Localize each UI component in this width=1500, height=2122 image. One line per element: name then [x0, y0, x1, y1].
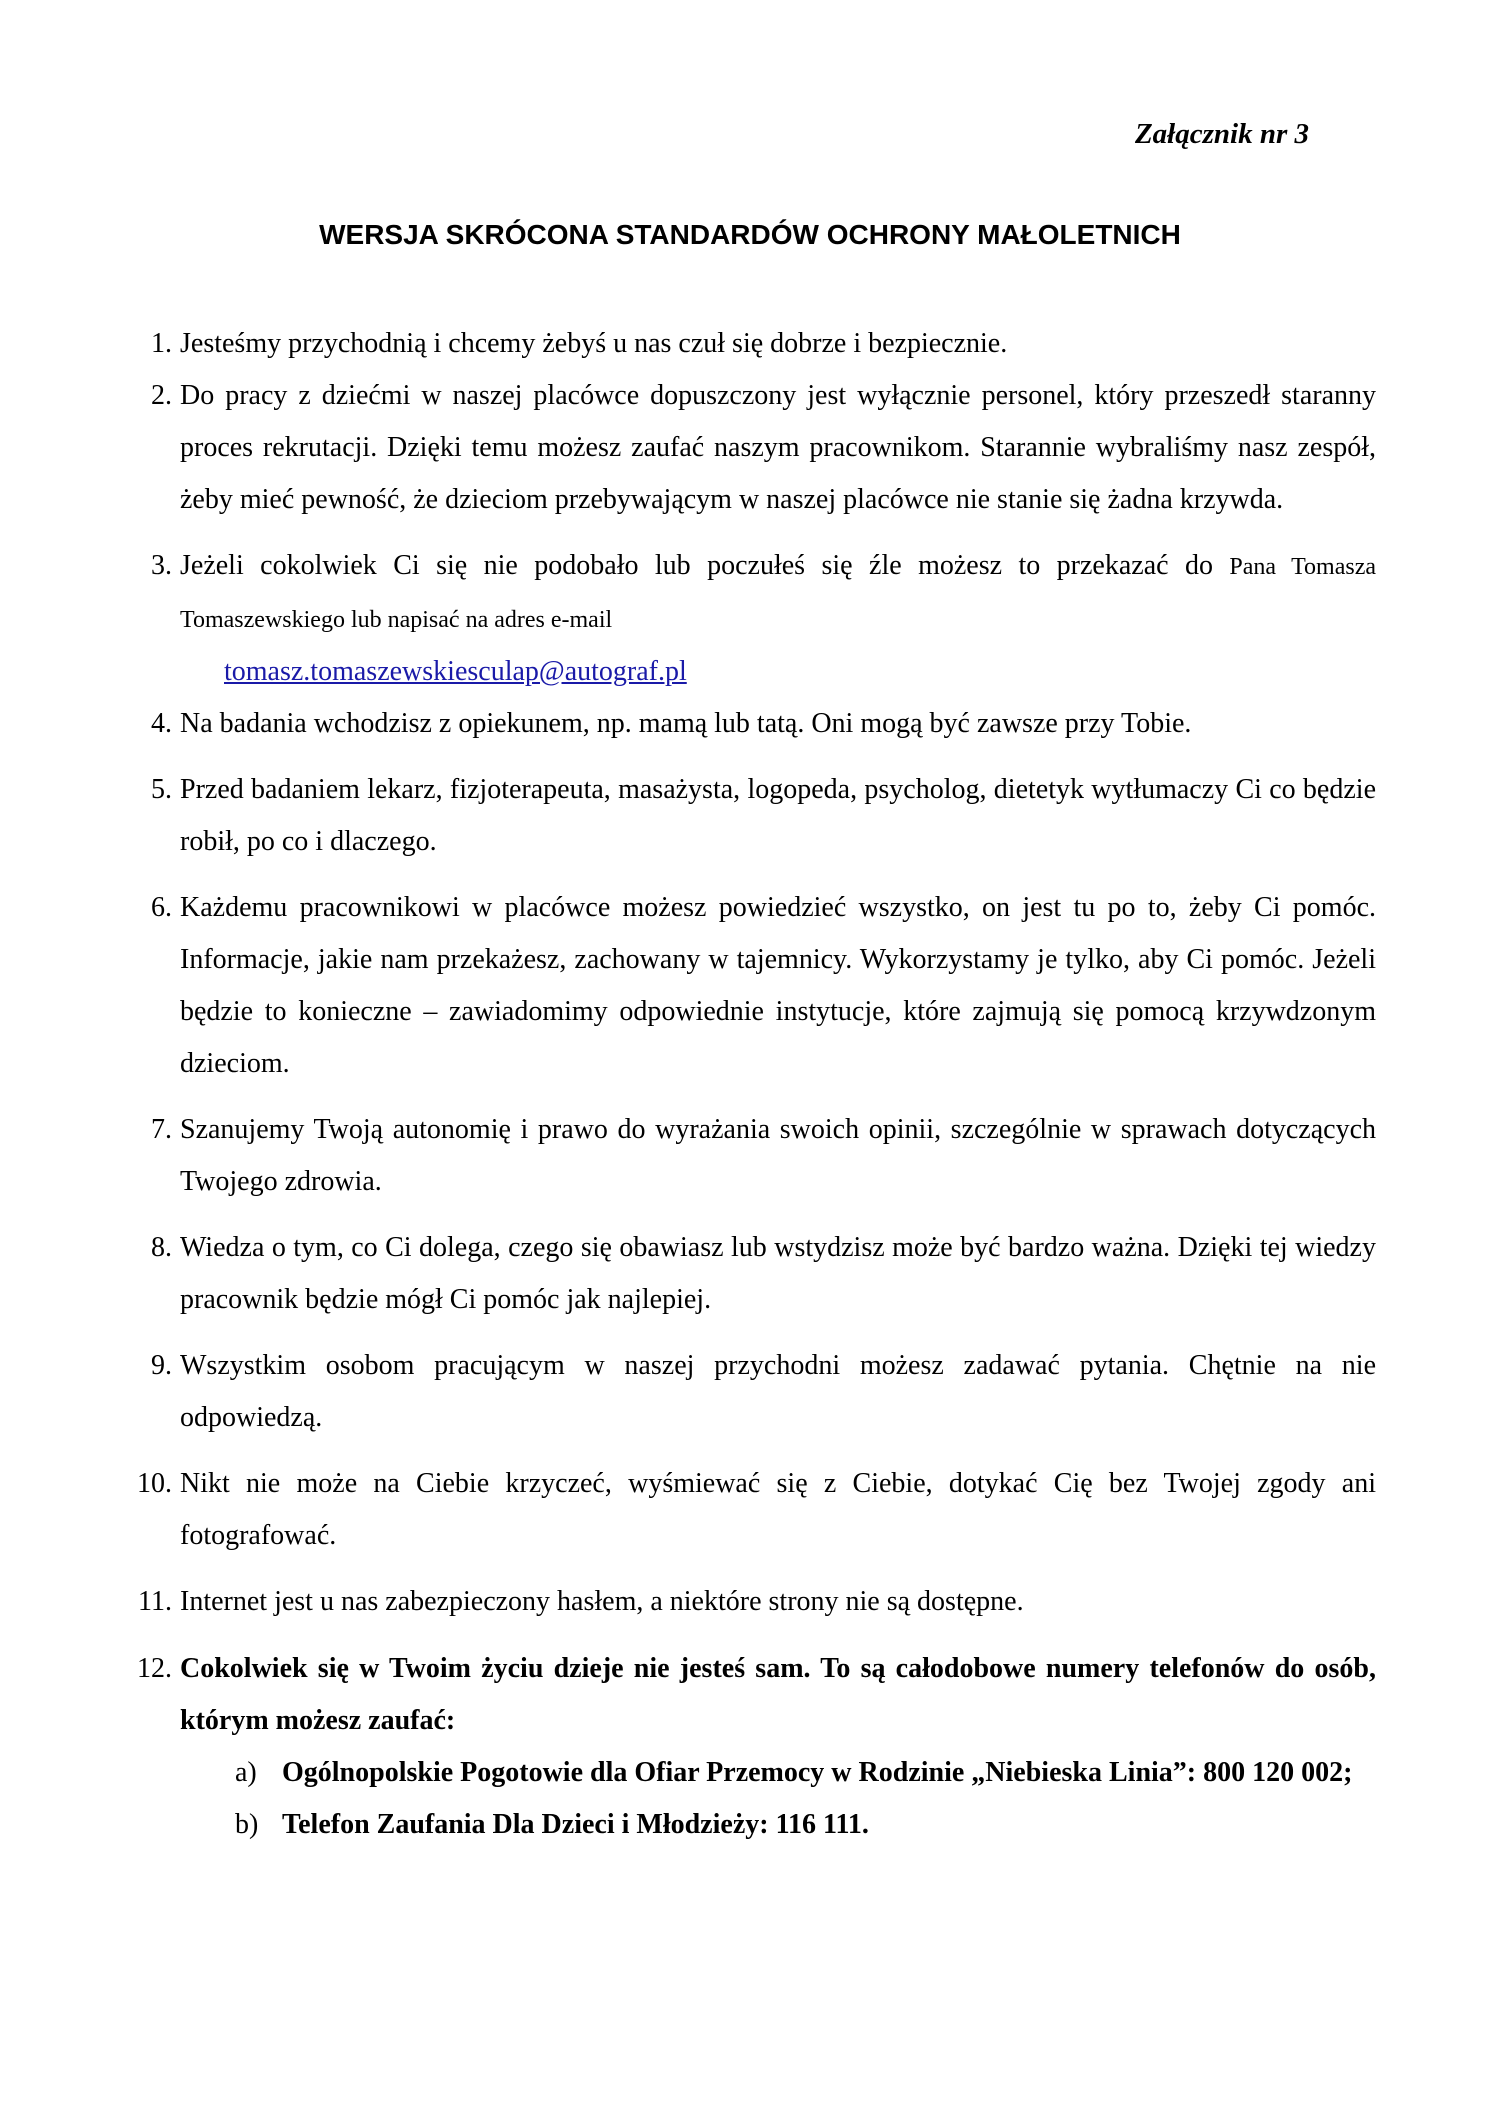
item-text: Wiedza o tym, co Ci dolega, czego się obawiasz lub wstydzisz może być bardzo ważna. Dzięki tej wiedzy pracownik będzie mógł Ci pomóc jak najlepiej.: [180, 1232, 1376, 1315]
list-item-4: [0, 698, 1500, 750]
document-title: WERSJA SKRÓCONA STANDARDÓW OCHRONY MAŁOLETNICH: [319, 219, 1181, 250]
item-number: 2.: [151, 380, 172, 411]
rules-list: [0, 318, 1500, 1851]
sub-item-text: Ogólnopolskie Pogotowie dla Ofiar Przemocy w Rodzinie „Niebieska Linia”: 800 120 002;: [282, 1757, 1353, 1788]
item-number: 10.: [137, 1468, 172, 1499]
sub-item-letter: b): [235, 1809, 259, 1840]
item-text: Jeżeli cokolwiek Ci się nie podobało lub poczułeś się źle możesz to przekazać do: [180, 550, 1213, 581]
annex-label: Załącznik nr 3: [1134, 118, 1309, 150]
list-item-11: [0, 1576, 1500, 1628]
list-item-1: [0, 318, 1500, 370]
sub-item-a: [0, 1747, 1500, 1799]
list-item-6: [0, 882, 1500, 1090]
item-number: 11.: [138, 1586, 172, 1617]
list-item-10: [0, 1458, 1500, 1562]
item-text: Wszystkim osobom pracującym w naszej przychodni możesz zadawać pytania. Chętnie na nie odpowiedzą.: [180, 1350, 1376, 1433]
item-text: Cokolwiek się w Twoim życiu dzieje nie jesteś sam. To są całodobowe numery telefonów do osób, którym możesz zaufać:: [180, 1653, 1376, 1736]
item-text: Szanujemy Twoją autonomię i prawo do wyrażania swoich opinii, szczególnie w sprawach dotyczących Twojego zdrowia.: [180, 1114, 1376, 1197]
list-item-2: [0, 370, 1500, 526]
item-text-small: Pana Tomasza Tomaszewskiego lub napisać na adres e-mail: [180, 554, 1377, 633]
item-number: 6.: [151, 892, 172, 923]
list-item-3: [0, 540, 1500, 646]
list-item-7: [0, 1104, 1500, 1208]
email-line: [0, 646, 1500, 698]
item-text: Na badania wchodzisz z opiekunem, np. mamą lub tatą. Oni mogą być zawsze przy Tobie.: [180, 708, 1192, 739]
list-item-8: [0, 1222, 1500, 1326]
item-text: Internet jest u nas zabezpieczony hasłem, a niektóre strony nie są dostępne.: [180, 1586, 1024, 1617]
item-text: Nikt nie może na Ciebie krzyczeć, wyśmiewać się z Ciebie, dotykać Cię bez Twojej zgody ani fotografować.: [180, 1468, 1376, 1551]
sub-item-letter: a): [235, 1757, 257, 1788]
list-item-9: [0, 1340, 1500, 1444]
list-item-12: [0, 1643, 1500, 1747]
item-number: 4.: [151, 708, 172, 739]
list-item-5: [0, 764, 1500, 868]
item-number: 1.: [151, 328, 172, 359]
sub-item-text: Telefon Zaufania Dla Dzieci i Młodzieży: 116 111.: [282, 1809, 869, 1840]
item-text: Do pracy z dziećmi w naszej placówce dopuszczony jest wyłącznie personel, który przeszedł staranny proces rekrutacji. Dzięki temu możesz zaufać naszym pracownikom. Starannie wybraliśmy nasz zespół, żeby mieć pewność, że dzieciom przebywającym w naszej placówce nie stanie się żadna krzywda.: [180, 380, 1376, 515]
item-text: Jesteśmy przychodnią i chcemy żebyś u nas czuł się dobrze i bezpiecznie.: [180, 328, 1008, 359]
item-text: Każdemu pracownikowi w placówce możesz powiedzieć wszystko, on jest tu po to, żeby Ci pomóc. Informacje, jakie nam przekażesz, zachowany w tajemnicy. Wykorzystamy je tylko, aby Ci pomóc. Jeżeli będzie to konieczne – zawiadomimy odpowiednie instytucje, które zajmują się pomocą krzywdzonym dzieciom.: [180, 892, 1376, 1079]
email-link[interactable]: tomasz.tomaszewskiesculap@autograf.pl: [224, 656, 687, 687]
sub-item-b: [0, 1799, 1500, 1851]
item-number: 7.: [151, 1114, 172, 1145]
item-text: Przed badaniem lekarz, fizjoterapeuta, masażysta, logopeda, psycholog, dietetyk wytłumaczy Ci co będzie robił, po co i dlaczego.: [180, 774, 1376, 857]
item-number: 8.: [151, 1232, 172, 1263]
item-number: 9.: [151, 1350, 172, 1381]
item-number: 12.: [137, 1653, 172, 1684]
item-number: 3.: [151, 550, 172, 581]
item-number: 5.: [151, 774, 172, 805]
